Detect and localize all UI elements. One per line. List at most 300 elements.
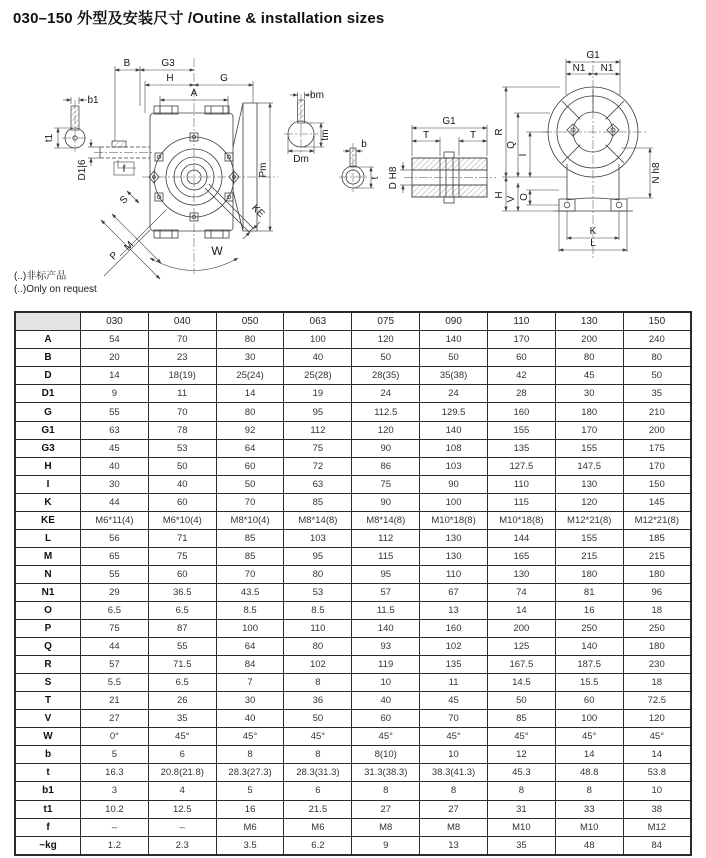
table-cell: 42	[487, 367, 555, 385]
dim-label-G: G	[220, 73, 228, 84]
table-cell: 87	[148, 620, 216, 638]
table-cell: 240	[623, 331, 691, 349]
table-cell: 80	[623, 349, 691, 367]
view-motor-shaft-section	[284, 90, 331, 165]
table-cell: 10	[420, 746, 488, 764]
table-cell: 130	[487, 565, 555, 583]
table-row	[15, 800, 691, 818]
table-cell: 45°	[555, 728, 623, 746]
table-cell: 250	[623, 620, 691, 638]
row-label: G	[15, 403, 81, 421]
column-header: 075	[352, 312, 420, 331]
row-label: P	[15, 620, 81, 638]
table-row	[15, 493, 691, 511]
row-label: O	[15, 602, 81, 620]
table-row	[15, 836, 691, 855]
row-label: L	[15, 529, 81, 547]
size-table-body	[15, 312, 691, 855]
column-header: 050	[216, 312, 284, 331]
column-header: 030	[81, 312, 149, 331]
table-cell: 8	[420, 782, 488, 800]
dim-label-bm: bm	[310, 90, 324, 101]
dim-label-T-right: T	[469, 130, 477, 141]
table-cell: 8	[284, 746, 352, 764]
table-cell: 180	[623, 638, 691, 656]
table-cell: 12.5	[148, 800, 216, 818]
table-row	[15, 764, 691, 782]
table-cell: 0°	[81, 728, 149, 746]
table-cell: 215	[623, 547, 691, 565]
row-label: f	[15, 818, 81, 836]
dim-label-b1: b1	[87, 95, 99, 106]
table-cell: 1.2	[81, 836, 149, 855]
table-cell: 96	[623, 583, 691, 601]
table-cell: 14	[216, 385, 284, 403]
table-cell: 90	[352, 493, 420, 511]
table-cell: 35	[148, 710, 216, 728]
row-label: t1	[15, 800, 81, 818]
table-cell: 72	[284, 457, 352, 475]
table-cell: 160	[420, 620, 488, 638]
table-cell: 108	[420, 439, 488, 457]
dim-label-G1-rear: G1	[586, 50, 600, 61]
table-cell: 8	[487, 782, 555, 800]
table-cell: 55	[81, 403, 149, 421]
table-cell: 129.5	[420, 403, 488, 421]
table-cell: M12*21(8)	[555, 511, 623, 529]
table-cell: 85	[216, 547, 284, 565]
table-cell: 29	[81, 583, 149, 601]
table-cell: 18(19)	[148, 367, 216, 385]
table-cell: 6	[284, 782, 352, 800]
table-row	[15, 620, 691, 638]
table-cell: 40	[148, 475, 216, 493]
table-cell: 9	[352, 836, 420, 855]
table-cell: 40	[352, 692, 420, 710]
table-cell: 50	[623, 367, 691, 385]
table-cell: 75	[148, 547, 216, 565]
table-cell: 180	[623, 565, 691, 583]
table-cell: 112	[284, 421, 352, 439]
table-cell: 170	[555, 421, 623, 439]
table-cell: 8	[216, 746, 284, 764]
table-cell: 54	[81, 331, 149, 349]
row-label: Q	[15, 638, 81, 656]
table-row	[15, 602, 691, 620]
view-front	[77, 58, 278, 279]
table-cell: 64	[216, 439, 284, 457]
table-cell: 80	[216, 331, 284, 349]
table-cell: 14.5	[487, 674, 555, 692]
table-cell: 100	[420, 493, 488, 511]
dim-label-I: I	[518, 153, 529, 157]
table-cell: –	[148, 818, 216, 836]
table-cell: 85	[216, 529, 284, 547]
table-cell: 40	[284, 349, 352, 367]
table-cell: 16	[555, 602, 623, 620]
dim-label-T-left: T	[422, 130, 430, 141]
table-cell: 13	[420, 602, 488, 620]
table-cell: 85	[487, 710, 555, 728]
table-cell: 70	[148, 403, 216, 421]
table-cell: 71	[148, 529, 216, 547]
table-cell: 8.5	[216, 602, 284, 620]
table-cell: 16	[216, 800, 284, 818]
table-cell: 110	[284, 620, 352, 638]
row-label: t	[15, 764, 81, 782]
table-cell: 60	[216, 457, 284, 475]
table-cell: 50	[352, 349, 420, 367]
row-label: K	[15, 493, 81, 511]
table-cell: 9	[81, 385, 149, 403]
row-label: T	[15, 692, 81, 710]
table-cell: 70	[420, 710, 488, 728]
table-cell: 28.3(27.3)	[216, 764, 284, 782]
dim-label-V: V	[506, 195, 517, 203]
table-row	[15, 367, 691, 385]
table-cell: 8	[352, 782, 420, 800]
dim-label-R: R	[494, 128, 505, 136]
table-cell: 110	[420, 565, 488, 583]
table-cell: 175	[623, 439, 691, 457]
dim-label-G3: G3	[161, 58, 175, 69]
dim-label-P: P	[107, 249, 121, 263]
table-cell: 45°	[148, 728, 216, 746]
table-cell: 115	[352, 547, 420, 565]
table-cell: 53	[284, 583, 352, 601]
table-cell: 64	[216, 638, 284, 656]
view-hollow-shaft-section	[339, 139, 381, 192]
table-cell: 140	[352, 620, 420, 638]
table-cell: 45°	[216, 728, 284, 746]
table-cell: 3	[81, 782, 149, 800]
table-cell: 19	[284, 385, 352, 403]
table-cell: 55	[148, 638, 216, 656]
table-cell: 102	[420, 638, 488, 656]
table-row	[15, 331, 691, 349]
table-cell: 18	[623, 674, 691, 692]
table-cell: 60	[148, 565, 216, 583]
row-label: I	[15, 475, 81, 493]
table-cell: M12	[623, 818, 691, 836]
table-cell: 65	[81, 547, 149, 565]
table-cell: 55	[81, 565, 149, 583]
table-cell: 30	[81, 475, 149, 493]
table-cell: 48.8	[555, 764, 623, 782]
note-line-2: (..)Only on request	[14, 284, 97, 295]
table-cell: 48	[555, 836, 623, 855]
table-cell: 35	[623, 385, 691, 403]
table-cell: 15.5	[555, 674, 623, 692]
table-cell: M8	[352, 818, 420, 836]
table-cell: 27	[420, 800, 488, 818]
table-cell: 95	[284, 403, 352, 421]
table-cell: 45°	[352, 728, 420, 746]
table-cell: 44	[81, 493, 149, 511]
table-cell: 81	[555, 583, 623, 601]
table-cell: 145	[623, 493, 691, 511]
table-cell: 38.3(41.3)	[420, 764, 488, 782]
table-cell: 11	[420, 674, 488, 692]
table-cell: 27	[81, 710, 149, 728]
row-label: B	[15, 349, 81, 367]
table-cell: M6*11(4)	[81, 511, 149, 529]
header-row	[15, 312, 691, 331]
row-label: N1	[15, 583, 81, 601]
table-cell: 50	[420, 349, 488, 367]
table-cell: 50	[284, 710, 352, 728]
table-cell: 31.3(38.3)	[352, 764, 420, 782]
dim-label-A: A	[190, 88, 198, 99]
table-cell: M10	[487, 818, 555, 836]
row-label: ~kg	[15, 836, 81, 855]
table-cell: 5.5	[81, 674, 149, 692]
table-cell: M8	[420, 818, 488, 836]
table-cell: 165	[487, 547, 555, 565]
table-row	[15, 457, 691, 475]
dim-label-pm: Pm	[258, 162, 269, 178]
table-cell: 120	[623, 710, 691, 728]
table-cell: 26	[148, 692, 216, 710]
table-cell: 24	[352, 385, 420, 403]
view-rear	[494, 50, 662, 258]
dim-label-DH8: D H8	[388, 166, 399, 190]
table-row	[15, 818, 691, 836]
column-header: 150	[623, 312, 691, 331]
table-cell: 78	[148, 421, 216, 439]
table-cell: 10.2	[81, 800, 149, 818]
table-cell: 11.5	[352, 602, 420, 620]
table-cell: 250	[555, 620, 623, 638]
note-line-1: (..)非标产品	[14, 271, 67, 282]
table-cell: 28	[487, 385, 555, 403]
table-cell: 63	[81, 421, 149, 439]
dim-label-H-rear: H	[494, 191, 505, 199]
dim-label-KE: KE	[249, 202, 267, 220]
table-cell: 210	[623, 403, 691, 421]
table-cell: 45°	[420, 728, 488, 746]
table-cell: 100	[216, 620, 284, 638]
table-cell: 53.8	[623, 764, 691, 782]
notes	[14, 270, 97, 296]
table-cell: 14	[623, 746, 691, 764]
table-cell: 80	[284, 638, 352, 656]
table-cell: 8	[284, 674, 352, 692]
table-cell: 215	[555, 547, 623, 565]
dim-label-W: W	[211, 244, 223, 258]
table-cell: M6	[284, 818, 352, 836]
dim-label-tm: tm	[320, 129, 331, 141]
table-cell: 45°	[487, 728, 555, 746]
table-row	[15, 656, 691, 674]
table-cell: 103	[420, 457, 488, 475]
table-cell: 7	[216, 674, 284, 692]
dim-label-d1: D1|6	[77, 159, 88, 181]
table-cell: 125	[487, 638, 555, 656]
table-cell: 75	[284, 439, 352, 457]
row-label: R	[15, 656, 81, 674]
table-cell: 8(10)	[352, 746, 420, 764]
table-cell: 21.5	[284, 800, 352, 818]
table-row	[15, 674, 691, 692]
table-row	[15, 565, 691, 583]
table-cell: 102	[284, 656, 352, 674]
table-cell: 27	[352, 800, 420, 818]
table-cell: 45	[420, 692, 488, 710]
column-header: 063	[284, 312, 352, 331]
table-cell: 18	[623, 602, 691, 620]
table-cell: 130	[420, 547, 488, 565]
table-cell: 60	[487, 349, 555, 367]
dim-label-N1-right: N1	[600, 63, 614, 74]
row-label: S	[15, 674, 81, 692]
table-row	[15, 511, 691, 529]
row-label: V	[15, 710, 81, 728]
dim-label-K: K	[589, 226, 597, 237]
table-cell: 5	[81, 746, 149, 764]
table-row	[15, 638, 691, 656]
table-row	[15, 728, 691, 746]
row-label: D1	[15, 385, 81, 403]
table-cell: 43.5	[216, 583, 284, 601]
table-cell: M8*10(4)	[216, 511, 284, 529]
table-cell: 200	[555, 331, 623, 349]
table-cell: 84	[216, 656, 284, 674]
table-cell: 28.3(31.3)	[284, 764, 352, 782]
table-cell: 185	[623, 529, 691, 547]
table-row	[15, 349, 691, 367]
table-cell: 6.5	[148, 674, 216, 692]
dim-label-b: b	[361, 139, 367, 150]
table-row	[15, 529, 691, 547]
table-cell: 180	[555, 403, 623, 421]
column-header: 110	[487, 312, 555, 331]
technical-drawings	[0, 45, 706, 285]
row-label: D	[15, 367, 81, 385]
table-cell: 103	[284, 529, 352, 547]
table-cell: 5	[216, 782, 284, 800]
table-cell: 92	[216, 421, 284, 439]
page-title: 030–150 外型及安装尺寸 /Outine & installation sizes	[13, 10, 385, 27]
table-cell: 3.5	[216, 836, 284, 855]
table-cell: 230	[623, 656, 691, 674]
table-cell: 60	[555, 692, 623, 710]
table-cell: 6	[148, 746, 216, 764]
table-cell: 170	[623, 457, 691, 475]
row-label: b	[15, 746, 81, 764]
table-cell: 45	[555, 367, 623, 385]
table-cell: 56	[81, 529, 149, 547]
row-label: M	[15, 547, 81, 565]
row-label: KE	[15, 511, 81, 529]
table-cell: 80	[555, 349, 623, 367]
table-cell: 60	[148, 493, 216, 511]
table-cell: 200	[487, 620, 555, 638]
table-cell: 57	[81, 656, 149, 674]
dim-label-t: t	[370, 176, 381, 180]
table-cell: 10	[352, 674, 420, 692]
table-cell: 50	[148, 457, 216, 475]
table-cell: 120	[555, 493, 623, 511]
table-cell: 110	[487, 475, 555, 493]
table-cell: 135	[487, 439, 555, 457]
table-cell: 100	[284, 331, 352, 349]
table-cell: 90	[420, 475, 488, 493]
table-cell: M6	[216, 818, 284, 836]
table-cell: 14	[81, 367, 149, 385]
table-cell: 31	[487, 800, 555, 818]
table-cell: 67	[420, 583, 488, 601]
table-cell: 147.5	[555, 457, 623, 475]
table-cell: 45°	[623, 728, 691, 746]
table-cell: 74	[487, 583, 555, 601]
table-cell: 70	[216, 493, 284, 511]
table-cell: M12*21(8)	[623, 511, 691, 529]
table-cell: 24	[420, 385, 488, 403]
table-cell: 6.5	[148, 602, 216, 620]
table-cell: 16.3	[81, 764, 149, 782]
table-cell: 70	[148, 331, 216, 349]
table-cell: 180	[555, 565, 623, 583]
table-cell: 130	[555, 475, 623, 493]
table-cell: 95	[352, 565, 420, 583]
dim-label-H: H	[166, 73, 174, 84]
table-cell: 30	[216, 692, 284, 710]
table-cell: 63	[284, 475, 352, 493]
table-cell: 84	[623, 836, 691, 855]
table-cell: 100	[555, 710, 623, 728]
table-cell: 40	[81, 457, 149, 475]
table-cell: 35(38)	[420, 367, 488, 385]
table-cell: 8.5	[284, 602, 352, 620]
column-header: 090	[420, 312, 488, 331]
table-cell: 8	[555, 782, 623, 800]
table-cell: 21	[81, 692, 149, 710]
table-cell: 36	[284, 692, 352, 710]
table-cell: 71.5	[148, 656, 216, 674]
table-cell: 130	[420, 529, 488, 547]
table-cell: 40	[216, 710, 284, 728]
table-row	[15, 692, 691, 710]
table-cell: 2.3	[148, 836, 216, 855]
dim-label-M: M	[122, 239, 137, 254]
table-cell: M10	[555, 818, 623, 836]
table-cell: 30	[216, 349, 284, 367]
table-cell: 115	[487, 493, 555, 511]
table-row	[15, 421, 691, 439]
table-cell: 150	[623, 475, 691, 493]
table-cell: 45.3	[487, 764, 555, 782]
row-label: W	[15, 728, 81, 746]
table-cell: 60	[352, 710, 420, 728]
table-cell: 11	[148, 385, 216, 403]
table-cell: 95	[284, 547, 352, 565]
table-cell: 167.5	[487, 656, 555, 674]
table-cell: 85	[284, 493, 352, 511]
row-label: H	[15, 457, 81, 475]
table-cell: 10	[623, 782, 691, 800]
size-table	[14, 311, 692, 856]
table-cell: 112	[352, 529, 420, 547]
table-row	[15, 439, 691, 457]
row-label: b1	[15, 782, 81, 800]
table-cell: M6*10(4)	[148, 511, 216, 529]
table-row	[15, 782, 691, 800]
dim-label-N1-left: N1	[572, 63, 586, 74]
dim-label-f: f	[122, 164, 126, 175]
table-cell: 50	[487, 692, 555, 710]
row-label: N	[15, 565, 81, 583]
